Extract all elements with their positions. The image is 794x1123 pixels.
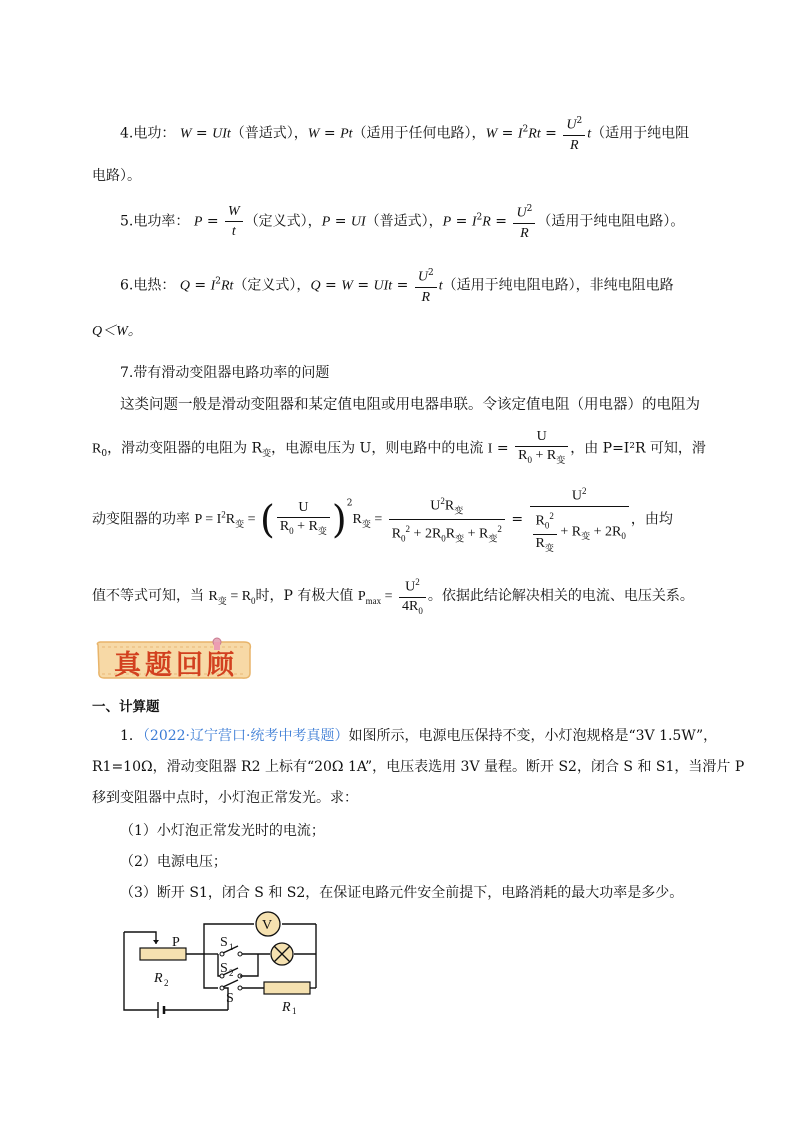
- svg-text:1: 1: [229, 942, 234, 952]
- svg-text:2: 2: [164, 978, 169, 988]
- item-5-line: 5.电功率： P = $\frac{W}{t}$ （定义式），P = UI（普适式），$P = I^2R$ = $\frac{U^2}{R}$ （适用于纯电阻电路）。: [120, 203, 685, 241]
- fraction: $\frac{U^2}{R}$: [563, 112, 585, 155]
- item-7-l2: $R_0$，滑动变阻器的电阻为 $R_变$，电源电压为 U，则电路中的电流 I = $\frac{U}{R_0 + R_变}$ ，由 P=I²R 可知，滑: [92, 428, 706, 469]
- question-1: （1）小灯泡正常发光时的电流；: [120, 823, 325, 839]
- question-3: （3）断开 S1，闭合 S 和 S2，在保证电路元件安全前提下，电路消耗的最大功率是多少。: [120, 885, 684, 901]
- slider-label: P: [172, 935, 180, 950]
- item-7-l4: 值不等式可知，当 $R_变 = R_0$时，P 有极大值 $P_{max}$ = $\frac{U^2}{4R_0}$ 。依据此结论解决相关的电流、电压关系。: [92, 573, 694, 619]
- item-6-cont: Q＜W。: [92, 324, 142, 339]
- svg-text:2: 2: [229, 968, 234, 978]
- s2-label: S: [220, 961, 228, 976]
- item-6-line: 6.电热： $Q = I^2Rt$（定义式），Q = W = UIt = $\frac{U^2}{R}$ t（适用于纯电阻电路），非纯电阻电路: [120, 268, 674, 305]
- problem-line-1: 1．（2022·辽宁营口·统考中考真题）如图所示，电源电压保持不变，小灯泡规格是“3V 1.5W”，: [120, 728, 718, 744]
- item-4-line: 4.电功： W = UIt（普适式），W = Pt（适用于任何电路），$W = I^2Rt$ = $\frac{U^2}{R}$ t（适用于纯电阻: [120, 112, 689, 155]
- item-7-title: 7.带有滑动变阻器电路功率的问题: [120, 365, 330, 381]
- problem-source: （2022·辽宁营口·统考中考真题）: [142, 728, 349, 744]
- section-banner: [94, 637, 256, 681]
- r2-label: R: [154, 971, 163, 986]
- section-heading: 一、计算题: [92, 699, 160, 715]
- s-label: S: [226, 991, 234, 1006]
- voltmeter-label: V: [262, 918, 273, 933]
- item-7-l3: 动变阻器的功率 $P = I^2R_变$ = ( $\frac{U}{R_0 + R_变}$ )$^2R_变$ = $\frac{U^2R_变}{R_0^2 + 2R_0R_变 + R_变^2}$ = $U^2$ $\frac{R_0^2}{R_变}$ + $R_变 + 2R_0$ ，由均: [92, 482, 673, 557]
- banner-title: 真题回顾: [114, 650, 238, 681]
- r1-label: R: [282, 1000, 291, 1015]
- problem-line-3: 移到变阻器中点时，小灯泡正常发光。求：: [92, 790, 358, 806]
- circuit-diagram: [118, 910, 328, 1022]
- item-7-l1: 这类问题一般是滑动变阻器和某定值电阻或用电器串联。令该定值电阻（用电器）的电阻为: [120, 397, 700, 413]
- question-2: （2）电源电压；: [120, 854, 227, 870]
- problem-line-2: R1=10Ω，滑动变阻器 R2 上标有“20Ω 1A”，电压表选用 3V 量程。断开 S2，闭合 S 和 S1，当滑片 P: [92, 759, 745, 775]
- s1-label: S: [220, 935, 228, 950]
- item-4-cont: 电路）。: [92, 168, 141, 184]
- svg-text:1: 1: [292, 1006, 297, 1016]
